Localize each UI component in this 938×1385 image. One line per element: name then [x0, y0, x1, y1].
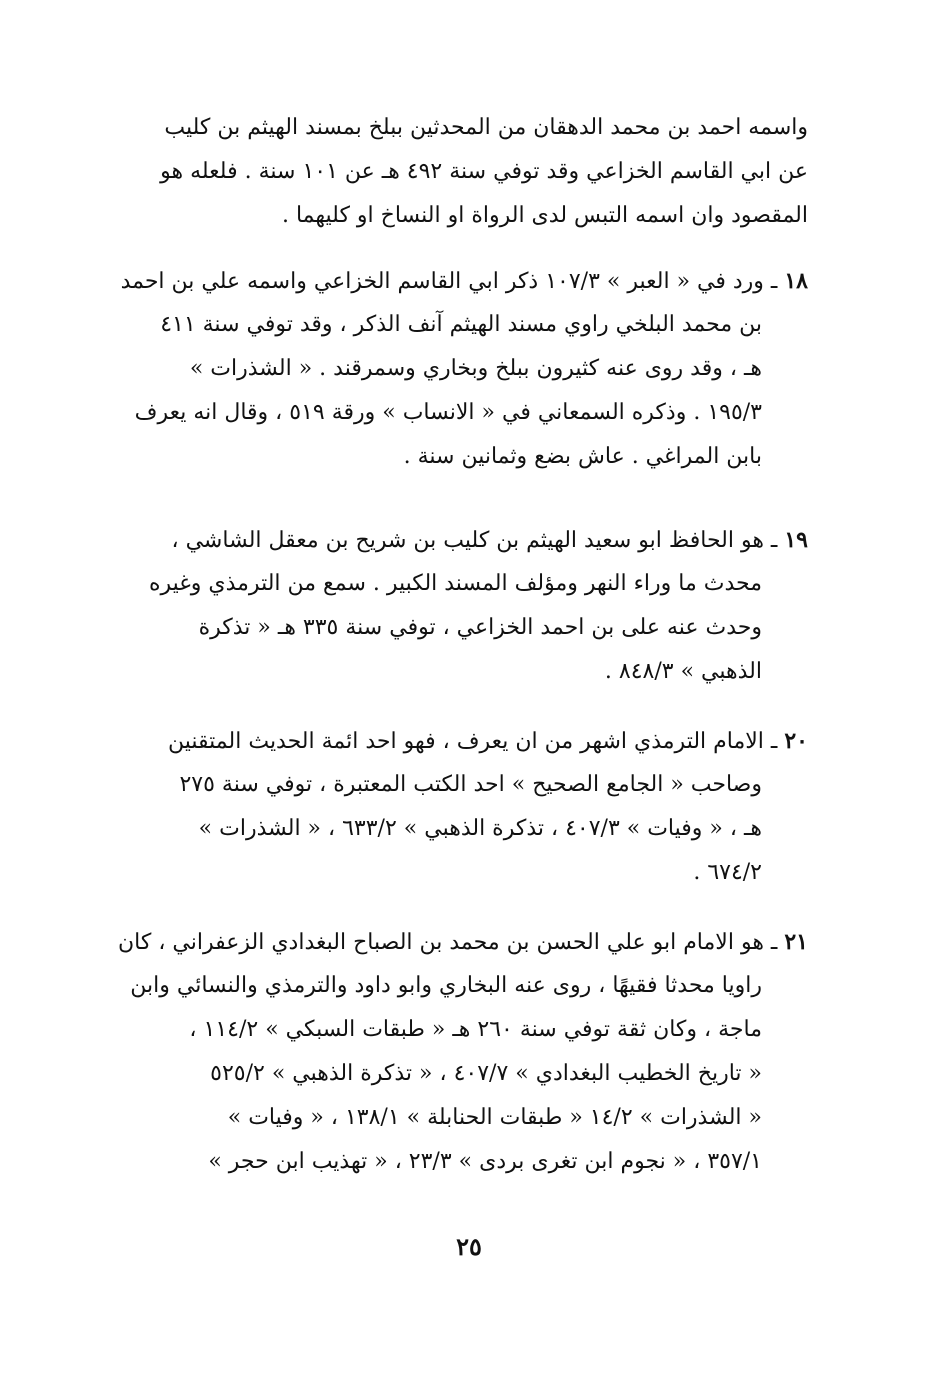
- text-line: واسمه احمد بن محمد الدهقان من المحدثين ببلخ بمسند الهيثم بن كليب: [164, 115, 808, 140]
- footnote-number: ٢٠: [784, 728, 808, 754]
- text-line: ٣٥٧/١ ، « نجوم ابن تغرى بردى » ٢٣/٣ ، « تهذيب ابن حجر »: [208, 1149, 762, 1174]
- text-line: [118, 719, 808, 763]
- text-line: محدث ما وراء النهر ومؤلف المسند الكبير . سمع من الترمذي وغيره: [148, 571, 762, 596]
- footnote-number: ٢١: [784, 929, 808, 955]
- text-line: ماجة ، وكان ثقة توفي سنة ٢٦٠ هـ « طبقات السبكي » ١١٤/٢ ،: [189, 1017, 762, 1042]
- footnote-text: ـ هو الحافظ ابو سعيد الهيثم بن كليب بن شريح بن معقل الشاشي ،: [171, 528, 778, 553]
- text-line: راويا محدثا فقيهًا ، روى عنه البخاري وابو داود والترمذي والنسائي وابن: [130, 973, 762, 998]
- text-line: « تاريخ الخطيب البغدادي » ٤٠٧/٧ ، « تذكرة الذهبي » ٥٢٥/٢: [210, 1061, 762, 1086]
- footnote-number: ١٩: [784, 527, 808, 553]
- footnote-19: [118, 518, 808, 694]
- text-line: [118, 259, 808, 303]
- footnote-text: ـ الامام الترمذي اشهر من ان يعرف ، فهو احد ائمة الحديث المتقنين: [168, 729, 778, 754]
- footnote-number: ١٨: [784, 268, 808, 294]
- text-line: الذهبي » ٨٤٨/٣ .: [604, 659, 762, 684]
- footnote-text: ـ ورد في « العبر » ١٠٧/٣ ذكر ابي القاسم الخزاعي واسمه علي بن احمد: [120, 269, 778, 294]
- page-number: ٢٥: [456, 1232, 482, 1261]
- footnote-text: ـ هو الامام ابو علي الحسن بن محمد بن الصباح البغدادي الزعفراني ، كان: [118, 930, 778, 955]
- footnote-18: [118, 259, 808, 479]
- text-line: « الشذرات » ١٤/٢ « طبقات الحنابلة » ١٣٨/١ ، « وفيات »: [227, 1105, 762, 1130]
- text-line: وحدث عنه على بن احمد الخزاعي ، توفي سنة ٣٣٥ هـ « تذكرة: [198, 615, 762, 640]
- text-line: [118, 518, 808, 562]
- text-line: وصاحب « الجامع الصحيح » احد الكتب المعتبرة ، توفي سنة ٢٧٥: [179, 772, 762, 797]
- text-line: المقصود وان اسمه التبس لدى الرواة او النساخ او كليهما .: [281, 203, 808, 228]
- text-line: هـ ، « وفيات » ٤٠٧/٣ ، تذكرة الذهبي » ٦٣٣/٢ ، « الشذرات »: [198, 816, 762, 841]
- text-line: بن محمد البلخي راوي مسند الهيثم آنف الذكر ، وقد توفي سنة ٤١١: [160, 312, 762, 337]
- footnote-21: [118, 920, 808, 1184]
- text-line: [118, 920, 808, 964]
- text-line: ١٩٥/٣ . وذكره السمعاني في « الانساب » ورقة ٥١٩ ، وقال انه يعرف: [134, 400, 762, 425]
- intro-paragraph: [118, 106, 808, 238]
- text-line: عن ابي القاسم الخزاعي وقد توفي سنة ٤٩٢ هـ عن ١٠١ سنة . فلعله هو: [160, 159, 808, 184]
- text-line: هـ ، وقد روى عنه كثيرون ببلخ وبخاري وسمرقند . « الشذرات »: [189, 356, 762, 381]
- text-line: ٦٧٤/٢ .: [693, 860, 762, 885]
- text-line: بابن المراغي . عاش بضع وثمانين سنة .: [403, 444, 762, 469]
- footnote-20: [118, 719, 808, 895]
